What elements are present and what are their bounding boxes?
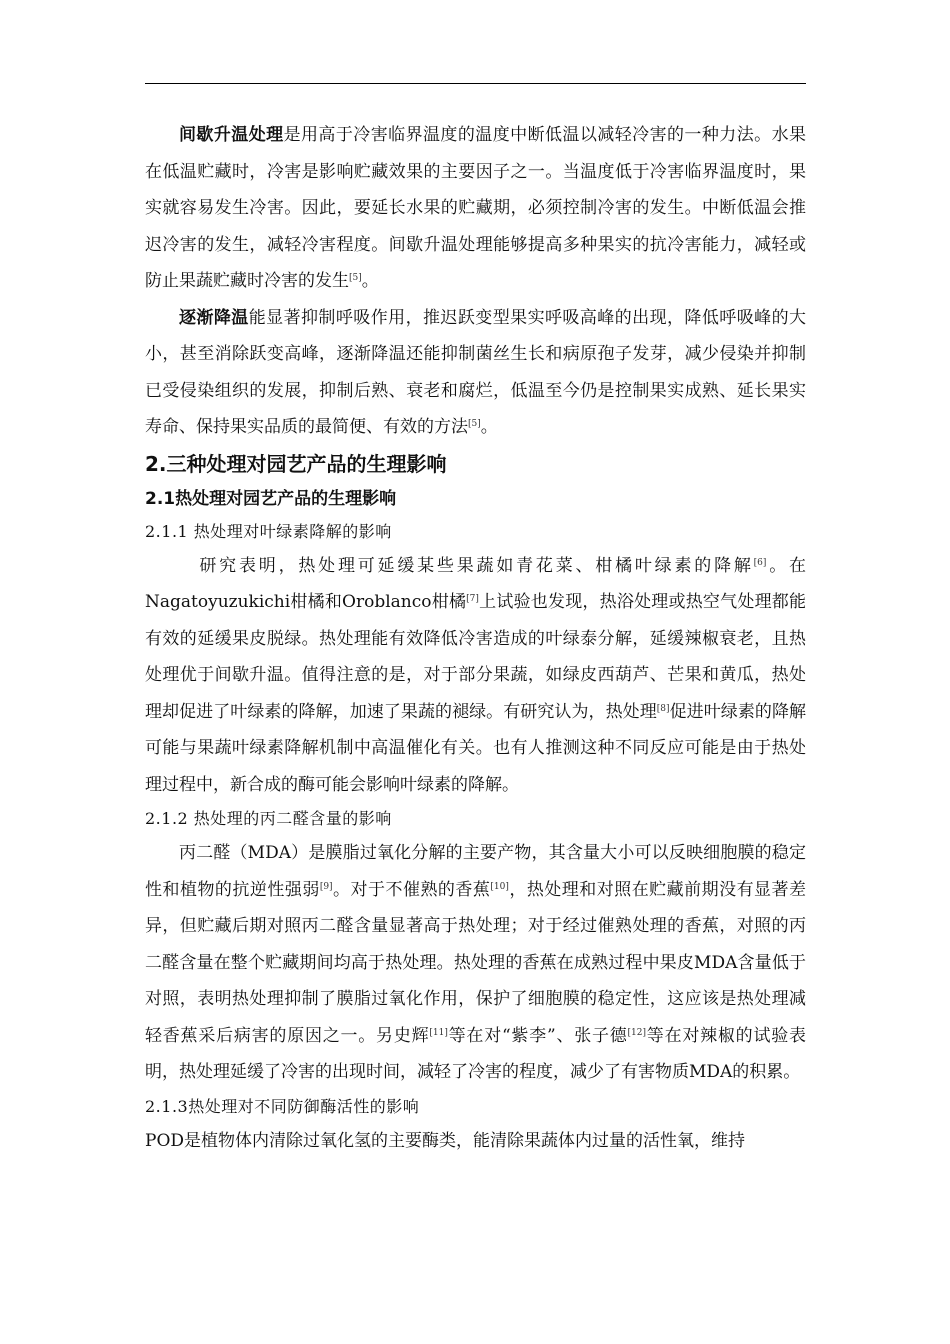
term-intermittent-warming: 间歇升温处理 bbox=[179, 125, 284, 145]
term-gradual-cooling: 逐渐降温 bbox=[179, 307, 249, 328]
citation: [8] bbox=[656, 703, 670, 714]
paragraph-gradual-cooling: 逐渐降温能显著抑制呼吸作用，推迟跃变型果实呼吸高峰的出现，降低呼吸峰的大小，甚至消除跃变高峰，逐渐降温还能抑制菌丝生长和病原孢子发芽，减少侵染并抑制已受侵染组织的发展，抑制后熟、衰老和腐烂，低温至今仍是控制果实成熟、延长果实寿命、保持果实品质的最简便、有效的方法[5]。 bbox=[145, 307, 807, 437]
citation: [11] bbox=[429, 1027, 448, 1038]
citation: [9] bbox=[319, 881, 333, 892]
citation: [12] bbox=[627, 1027, 647, 1038]
citation: [5] bbox=[468, 419, 481, 429]
citation: [6] bbox=[753, 557, 767, 568]
citation: [5] bbox=[349, 273, 362, 283]
citation: [7] bbox=[466, 594, 479, 604]
citation: [10] bbox=[490, 881, 509, 892]
section-heading-2-1: 2.1热处理对园艺产品的生理影响 bbox=[145, 488, 397, 509]
paragraph-intermittent-warming: 间歇升温处理是用高于冷害临界温度的温度中断低温以减轻冷害的一种力法。水果在低温贮藏时，冷害是影响贮藏效果的主要因子之一。当温度低于冷害临界温度时，果实就容易发生冷害。因此，要延长水果的贮藏期，必须控制冷害的发生。中断低温会推迟冷害的发生，减轻冷害程度。间歇升温处理能够提高多种果实的抗冷害能力，减轻或防止果蔬贮藏时冷害的发生[5]。 bbox=[145, 125, 807, 291]
paragraph-pod: POD是植物体内清除过氧化氢的主要酶类，能清除果蔬体内过量的活性氧，维持 bbox=[145, 1130, 746, 1151]
section-heading-2-1-2: 2.1.2 热处理的丙二醛含量的影响 bbox=[145, 809, 392, 828]
section-heading-2-1-3: 2.1.3热处理对不同防御酶活性的影响 bbox=[145, 1096, 420, 1116]
paragraph-mda: 丙二醛（MDA）是膜脂过氧化分解的主要产物，其含量大小可以反映细胞膜的稳定性和植物的抗逆性强弱[9]。对于不催熟的香蕉[10]，热处理和对照在贮藏前期没有显著差异，但贮藏后期对照丙二醛含量显著高于热处理；对于经过催熟处理的香蕉，对照的丙二醛含量在整个贮藏期间均高于热处理。热处理的香蕉在成熟过程中果皮MDA含量低于对照，表明热处理抑制了膜脂过氧化作用，保护了细胞膜的稳定性，这应该是热处理减轻香蕉采后病害的原因之一。另史辉[11]等在对“紫李”、张子德[12]等在对辣椒的试验表明，热处理延缓了冷害的出现时间，减轻了冷害的程度，减少了有害物质MDA的积累。 bbox=[145, 843, 807, 1082]
header-rule bbox=[145, 83, 806, 84]
paragraph-chlorophyll: 研究表明，热处理可延缓某些果蔬如青花菜、柑橘叶绿素的降解[6]。在Nagatoyuzukichi柑橘和Oroblanco柑橘[7]上试验也发现，热浴处理或热空气处理都能有效的延缓果皮脱绿。热处理能有效降低冷害造成的叶绿泰分解，延缓辣椒衰老，且热处理优于间歇升温。值得注意的是，对于部分果蔬，如绿皮西葫芦、芒果和黄瓜，热处理却促进了叶绿素的降解，加速了果蔬的褪绿。有研究认为，热处理[8]促进叶绿素的降解可能与果蔬叶绿素降解机制中高温催化有关。也有人推测这种不同反应可能是由于热处理过程中，新合成的酶可能会影响叶绿素的降解。 bbox=[145, 555, 807, 795]
section-heading-2: 2.三种处理对园艺产品的生理影响 bbox=[145, 451, 447, 476]
document-body bbox=[145, 117, 806, 1159]
section-heading-2-1-1: 2.1.1 热处理对叶绿素降解的影响 bbox=[145, 521, 392, 541]
